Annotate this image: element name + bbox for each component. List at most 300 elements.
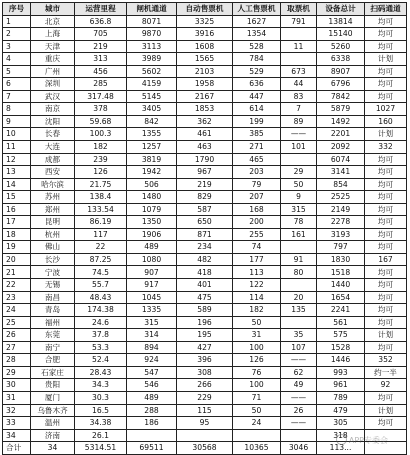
cell-city: 重庆 [31, 53, 75, 66]
cell-equipment-total: 2525 [317, 191, 365, 204]
cell-qr-scan-channels: 均可 [365, 391, 407, 404]
cell-index: 27 [3, 341, 31, 354]
cell-ticket-vending-machines: 3916 [177, 28, 233, 41]
cell-index: 16 [3, 203, 31, 216]
cell-equipment-total: 1518 [317, 266, 365, 279]
table-row [3, 417, 407, 430]
cell-ticket-collection-machines [281, 28, 317, 41]
cell-index: 14 [3, 178, 31, 191]
cell-gate-channels: 3989 [127, 53, 177, 66]
cell-index: 13 [3, 166, 31, 179]
cell-equipment-total: 15140 [317, 28, 365, 41]
cell-city: 福州 [31, 316, 75, 329]
cell-mileage: 21.75 [75, 178, 127, 191]
cell-qr-scan-channels: 均可 [365, 90, 407, 103]
cell-equipment-total: 8907 [317, 65, 365, 78]
table-row [3, 228, 407, 241]
cell-ticket-collection-machines: 315 [281, 203, 317, 216]
cell-mileage: 219 [75, 40, 127, 53]
cell-ticket-collection-machines: 89 [281, 115, 317, 128]
cell-index: 33 [3, 417, 31, 430]
table-body [3, 15, 407, 454]
cell-qr-scan-channels: 92 [365, 379, 407, 392]
total-cell-equipment-total: 113... [317, 442, 365, 455]
cell-qr-scan-channels: 均可 [365, 304, 407, 317]
cell-gate-channels: 1080 [127, 253, 177, 266]
cell-qr-scan-channels: 均可 [365, 65, 407, 78]
cell-equipment-total: 6338 [317, 53, 365, 66]
column-header-city: 城市 [31, 3, 75, 16]
cell-ticket-collection-machines: 50 [281, 178, 317, 191]
cell-manual-ticket-machines: 79 [233, 178, 281, 191]
cell-ticket-collection-machines: 80 [281, 266, 317, 279]
cell-index: 15 [3, 191, 31, 204]
table-row [3, 128, 407, 141]
cell-gate-channels: 842 [127, 115, 177, 128]
cell-mileage: 117 [75, 228, 127, 241]
cell-gate-channels: 3405 [127, 103, 177, 116]
table-row [3, 304, 407, 317]
cell-mileage: 74.5 [75, 266, 127, 279]
cell-gate-channels: 3819 [127, 153, 177, 166]
cell-ticket-collection-machines [281, 429, 317, 442]
cell-ticket-collection-machines [281, 53, 317, 66]
cell-city: 哈尔滨 [31, 178, 75, 191]
table-row [3, 15, 407, 28]
cell-equipment-total: 5260 [317, 40, 365, 53]
cell-qr-scan-channels: 1027 [365, 103, 407, 116]
column-header-mileage: 运营里程 [75, 3, 127, 16]
cell-gate-channels: 489 [127, 391, 177, 404]
cell-city: 杭州 [31, 228, 75, 241]
cell-equipment-total: 6796 [317, 78, 365, 91]
cell-mileage: 37.8 [75, 329, 127, 342]
table-row [3, 241, 407, 254]
data-table [2, 2, 407, 455]
cell-ticket-collection-machines: 83 [281, 90, 317, 103]
cell-manual-ticket-machines: 113 [233, 266, 281, 279]
cell-ticket-collection-machines: —— [281, 354, 317, 367]
table-row [3, 28, 407, 41]
cell-ticket-collection-machines: 29 [281, 166, 317, 179]
cell-ticket-vending-machines: 362 [177, 115, 233, 128]
cell-qr-scan-channels: 均可 [365, 153, 407, 166]
cell-ticket-vending-machines: 1958 [177, 78, 233, 91]
cell-qr-scan-channels: 均可 [365, 316, 407, 329]
cell-qr-scan-channels: 均可 [365, 78, 407, 91]
cell-qr-scan-channels: 计划 [365, 404, 407, 417]
cell-qr-scan-channels: 均可 [365, 291, 407, 304]
cell-qr-scan-channels: 均可 [365, 241, 407, 254]
total-cell-gate-channels: 69511 [127, 442, 177, 455]
cell-ticket-vending-machines: 396 [177, 354, 233, 367]
cell-gate-channels: 315 [127, 316, 177, 329]
cell-equipment-total: 2241 [317, 304, 365, 317]
cell-city: 宁波 [31, 266, 75, 279]
cell-ticket-vending-machines: 829 [177, 191, 233, 204]
column-header-index: 序号 [3, 3, 31, 16]
cell-ticket-collection-machines: 11 [281, 40, 317, 53]
cell-city: 南京 [31, 103, 75, 116]
cell-index: 19 [3, 241, 31, 254]
cell-ticket-collection-machines: 62 [281, 366, 317, 379]
table-row [3, 354, 407, 367]
cell-qr-scan-channels: 均可 [365, 166, 407, 179]
cell-ticket-vending-machines: 1608 [177, 40, 233, 53]
cell-ticket-collection-machines [281, 241, 317, 254]
table-row [3, 153, 407, 166]
cell-ticket-collection-machines: 26 [281, 404, 317, 417]
cell-ticket-collection-machines: 9 [281, 191, 317, 204]
cell-index: 22 [3, 279, 31, 292]
table-row [3, 203, 407, 216]
cell-ticket-collection-machines: 161 [281, 228, 317, 241]
cell-ticket-vending-machines: 219 [177, 178, 233, 191]
cell-qr-scan-channels: 均可 [365, 228, 407, 241]
cell-ticket-vending-machines: 589 [177, 304, 233, 317]
cell-ticket-collection-machines: 101 [281, 141, 317, 154]
cell-gate-channels: 547 [127, 366, 177, 379]
cell-qr-scan-channels: 均可 [365, 203, 407, 216]
cell-manual-ticket-machines: 636 [233, 78, 281, 91]
cell-mileage: 378 [75, 103, 127, 116]
cell-index: 23 [3, 291, 31, 304]
cell-manual-ticket-machines: 784 [233, 53, 281, 66]
cell-manual-ticket-machines: 76 [233, 366, 281, 379]
cell-index: 31 [3, 391, 31, 404]
cell-qr-scan-channels: 332 [365, 141, 407, 154]
wechat-icon [336, 434, 347, 445]
cell-equipment-total: 1446 [317, 354, 365, 367]
cell-qr-scan-channels: 均可 [365, 178, 407, 191]
cell-gate-channels: 924 [127, 354, 177, 367]
table-row [3, 341, 407, 354]
cell-manual-ticket-machines: 465 [233, 153, 281, 166]
cell-qr-scan-channels: 均可 [365, 216, 407, 229]
cell-qr-scan-channels: 均可 [365, 191, 407, 204]
cell-qr-scan-channels: 均可 [365, 266, 407, 279]
cell-manual-ticket-machines: 447 [233, 90, 281, 103]
cell-qr-scan-channels: 均可 [365, 341, 407, 354]
watermark [336, 434, 388, 446]
cell-equipment-total: 5879 [317, 103, 365, 116]
cell-ticket-vending-machines: 587 [177, 203, 233, 216]
cell-ticket-collection-machines: 35 [281, 329, 317, 342]
cell-ticket-collection-machines: 135 [281, 304, 317, 317]
table-row [3, 178, 407, 191]
cell-ticket-vending-machines: 1853 [177, 103, 233, 116]
cell-ticket-collection-machines: 107 [281, 341, 317, 354]
cell-gate-channels: 894 [127, 341, 177, 354]
cell-manual-ticket-machines: 50 [233, 404, 281, 417]
cell-gate-channels: 1079 [127, 203, 177, 216]
cell-ticket-vending-machines: 2167 [177, 90, 233, 103]
table-row [3, 115, 407, 128]
cell-gate-channels: 907 [127, 266, 177, 279]
cell-city: 长沙 [31, 253, 75, 266]
cell-index: 12 [3, 153, 31, 166]
table-row [3, 141, 407, 154]
cell-ticket-collection-machines: 78 [281, 216, 317, 229]
table-row [3, 166, 407, 179]
cell-manual-ticket-machines: 200 [233, 216, 281, 229]
cell-city: 佛山 [31, 241, 75, 254]
table-row [3, 291, 407, 304]
cell-city: 深圳 [31, 78, 75, 91]
cell-index: 6 [3, 78, 31, 91]
table-row [3, 53, 407, 66]
cell-city: 青岛 [31, 304, 75, 317]
cell-manual-ticket-machines: 528 [233, 40, 281, 53]
cell-ticket-collection-machines: 91 [281, 253, 317, 266]
cell-qr-scan-channels: 均可 [365, 279, 407, 292]
cell-mileage: 22 [75, 241, 127, 254]
table-row [3, 65, 407, 78]
cell-equipment-total: 1830 [317, 253, 365, 266]
cell-manual-ticket-machines: 177 [233, 253, 281, 266]
cell-equipment-total: 789 [317, 391, 365, 404]
cell-ticket-collection-machines: 44 [281, 78, 317, 91]
cell-ticket-vending-machines: 475 [177, 291, 233, 304]
cell-manual-ticket-machines: 114 [233, 291, 281, 304]
cell-index: 2 [3, 28, 31, 41]
cell-manual-ticket-machines: 614 [233, 103, 281, 116]
cell-gate-channels: 917 [127, 279, 177, 292]
cell-city: 武汉 [31, 90, 75, 103]
cell-gate-channels: 1355 [127, 128, 177, 141]
table-row [3, 329, 407, 342]
cell-ticket-vending-machines: 871 [177, 228, 233, 241]
cell-ticket-vending-machines: 2103 [177, 65, 233, 78]
total-cell-ticket-vending-machines: 30568 [177, 442, 233, 455]
cell-mileage: 705 [75, 28, 127, 41]
cell-ticket-vending-machines: 3325 [177, 15, 233, 28]
cell-manual-ticket-machines: 529 [233, 65, 281, 78]
cell-gate-channels: 8071 [127, 15, 177, 28]
cell-index: 25 [3, 316, 31, 329]
cell-gate-channels: 1257 [127, 141, 177, 154]
cell-city: 天津 [31, 40, 75, 53]
cell-equipment-total: 1528 [317, 341, 365, 354]
column-header-gate-channels: 闸机通道 [127, 3, 177, 16]
cell-gate-channels: 1906 [127, 228, 177, 241]
cell-mileage: 86.19 [75, 216, 127, 229]
cell-ticket-vending-machines: 308 [177, 366, 233, 379]
cell-mileage: 30.3 [75, 391, 127, 404]
cell-mileage: 28.43 [75, 366, 127, 379]
cell-ticket-collection-machines: —— [281, 391, 317, 404]
table-row [3, 366, 407, 379]
cell-gate-channels: 288 [127, 404, 177, 417]
cell-index: 17 [3, 216, 31, 229]
table-row [3, 253, 407, 266]
cell-manual-ticket-machines: 122 [233, 279, 281, 292]
cell-index: 10 [3, 128, 31, 141]
cell-manual-ticket-machines: 1627 [233, 15, 281, 28]
table-row [3, 90, 407, 103]
cell-ticket-collection-machines: 7 [281, 103, 317, 116]
cell-index: 28 [3, 354, 31, 367]
cell-index: 18 [3, 228, 31, 241]
total-cell-index: 合计 [3, 442, 31, 455]
cell-equipment-total: 1654 [317, 291, 365, 304]
cell-ticket-vending-machines: 482 [177, 253, 233, 266]
cell-ticket-vending-machines [177, 429, 233, 442]
cell-city: 南宁 [31, 341, 75, 354]
cell-mileage: 26.1 [75, 429, 127, 442]
cell-index: 29 [3, 366, 31, 379]
cell-mileage: 133.54 [75, 203, 127, 216]
cell-index: 8 [3, 103, 31, 116]
column-header-ticket-vending-machines: 自动售票机 [177, 3, 233, 16]
cell-ticket-collection-machines: —— [281, 128, 317, 141]
cell-mileage: 52.4 [75, 354, 127, 367]
cell-manual-ticket-machines: 199 [233, 115, 281, 128]
cell-city: 东莞 [31, 329, 75, 342]
cell-mileage: 138.4 [75, 191, 127, 204]
cell-qr-scan-channels: 计划 [365, 128, 407, 141]
cell-ticket-vending-machines: 266 [177, 379, 233, 392]
cell-equipment-total: 479 [317, 404, 365, 417]
table-row [3, 316, 407, 329]
cell-mileage: 636.8 [75, 15, 127, 28]
cell-city: 苏州 [31, 191, 75, 204]
cell-city: 济南 [31, 429, 75, 442]
table-row [3, 103, 407, 116]
cell-manual-ticket-machines: 126 [233, 354, 281, 367]
cell-city: 郑州 [31, 203, 75, 216]
cell-index: 3 [3, 40, 31, 53]
cell-mileage: 48.43 [75, 291, 127, 304]
cell-index: 30 [3, 379, 31, 392]
cell-gate-channels: 186 [127, 417, 177, 430]
cell-city: 厦门 [31, 391, 75, 404]
cell-index: 5 [3, 65, 31, 78]
cell-mileage: 59.68 [75, 115, 127, 128]
table-row [3, 40, 407, 53]
cell-gate-channels: 1045 [127, 291, 177, 304]
cell-ticket-vending-machines: 115 [177, 404, 233, 417]
cell-equipment-total: 575 [317, 329, 365, 342]
cell-manual-ticket-machines: 24 [233, 417, 281, 430]
cell-equipment-total: 318 [317, 429, 365, 442]
cell-mileage: 285 [75, 78, 127, 91]
cell-city: 乌鲁木齐 [31, 404, 75, 417]
total-cell-city: 34 [31, 442, 75, 455]
cell-city: 西安 [31, 166, 75, 179]
cell-index: 34 [3, 429, 31, 442]
cell-manual-ticket-machines: 71 [233, 391, 281, 404]
cell-qr-scan-channels: 均可 [365, 15, 407, 28]
cell-gate-channels: 1350 [127, 216, 177, 229]
column-header-equipment-total: 设备总计 [317, 3, 365, 16]
cell-city: 石家庄 [31, 366, 75, 379]
cell-ticket-vending-machines: 461 [177, 128, 233, 141]
cell-ticket-vending-machines: 650 [177, 216, 233, 229]
cell-city: 沈阳 [31, 115, 75, 128]
cell-index: 21 [3, 266, 31, 279]
table-row [3, 279, 407, 292]
table-row [3, 266, 407, 279]
table-row [3, 191, 407, 204]
cell-city: 温州 [31, 417, 75, 430]
cell-mileage: 34.38 [75, 417, 127, 430]
cell-ticket-vending-machines: 401 [177, 279, 233, 292]
cell-gate-channels: 4159 [127, 78, 177, 91]
cell-ticket-collection-machines [281, 279, 317, 292]
cell-qr-scan-channels: 352 [365, 354, 407, 367]
cell-manual-ticket-machines: 182 [233, 304, 281, 317]
cell-qr-scan-channels: 均可 [365, 40, 407, 53]
cell-equipment-total: 13814 [317, 15, 365, 28]
cell-qr-scan-channels: 计划 [365, 329, 407, 342]
cell-mileage: 16.5 [75, 404, 127, 417]
cell-gate-channels: 506 [127, 178, 177, 191]
cell-ticket-collection-machines [281, 153, 317, 166]
cell-gate-channels: 546 [127, 379, 177, 392]
total-cell-mileage: 5314.51 [75, 442, 127, 455]
cell-equipment-total: 3193 [317, 228, 365, 241]
cell-city: 昆明 [31, 216, 75, 229]
cell-qr-scan-channels: 均可 [365, 28, 407, 41]
cell-ticket-vending-machines: 427 [177, 341, 233, 354]
cell-index: 11 [3, 141, 31, 154]
total-cell-ticket-collection-machines: 3046 [281, 442, 317, 455]
cell-equipment-total: 305 [317, 417, 365, 430]
watermark-text: APP专委会 [348, 436, 388, 445]
table-row [3, 379, 407, 392]
cell-ticket-vending-machines: 229 [177, 391, 233, 404]
cell-manual-ticket-machines: 385 [233, 128, 281, 141]
cell-equipment-total: 1492 [317, 115, 365, 128]
cell-city: 合肥 [31, 354, 75, 367]
cell-city: 成都 [31, 153, 75, 166]
cell-equipment-total: 2278 [317, 216, 365, 229]
cell-gate-channels: 314 [127, 329, 177, 342]
cell-equipment-total: 7842 [317, 90, 365, 103]
cell-mileage: 239 [75, 153, 127, 166]
cell-index: 7 [3, 90, 31, 103]
cell-equipment-total: 3141 [317, 166, 365, 179]
table-row [3, 78, 407, 91]
table-row [3, 216, 407, 229]
cell-ticket-vending-machines: 95 [177, 417, 233, 430]
cell-ticket-vending-machines: 463 [177, 141, 233, 154]
cell-gate-channels: 489 [127, 241, 177, 254]
cell-qr-scan-channels: 计划 [365, 53, 407, 66]
cell-index: 1 [3, 15, 31, 28]
cell-city: 长春 [31, 128, 75, 141]
cell-qr-scan-channels: 160 [365, 115, 407, 128]
cell-ticket-collection-machines: —— [281, 417, 317, 430]
cell-mileage: 174.38 [75, 304, 127, 317]
cell-city: 北京 [31, 15, 75, 28]
cell-gate-channels: 1942 [127, 166, 177, 179]
cell-qr-scan-channels: 约一半 [365, 366, 407, 379]
cell-manual-ticket-machines: 203 [233, 166, 281, 179]
cell-manual-ticket-machines: 50 [233, 316, 281, 329]
cell-equipment-total: 993 [317, 366, 365, 379]
table-row [3, 391, 407, 404]
cell-ticket-collection-machines: 49 [281, 379, 317, 392]
cell-gate-channels [127, 429, 177, 442]
cell-city: 大连 [31, 141, 75, 154]
table-row [3, 404, 407, 417]
cell-manual-ticket-machines: 1354 [233, 28, 281, 41]
total-cell-manual-ticket-machines: 10365 [233, 442, 281, 455]
cell-ticket-vending-machines: 196 [177, 316, 233, 329]
cell-mileage: 182 [75, 141, 127, 154]
